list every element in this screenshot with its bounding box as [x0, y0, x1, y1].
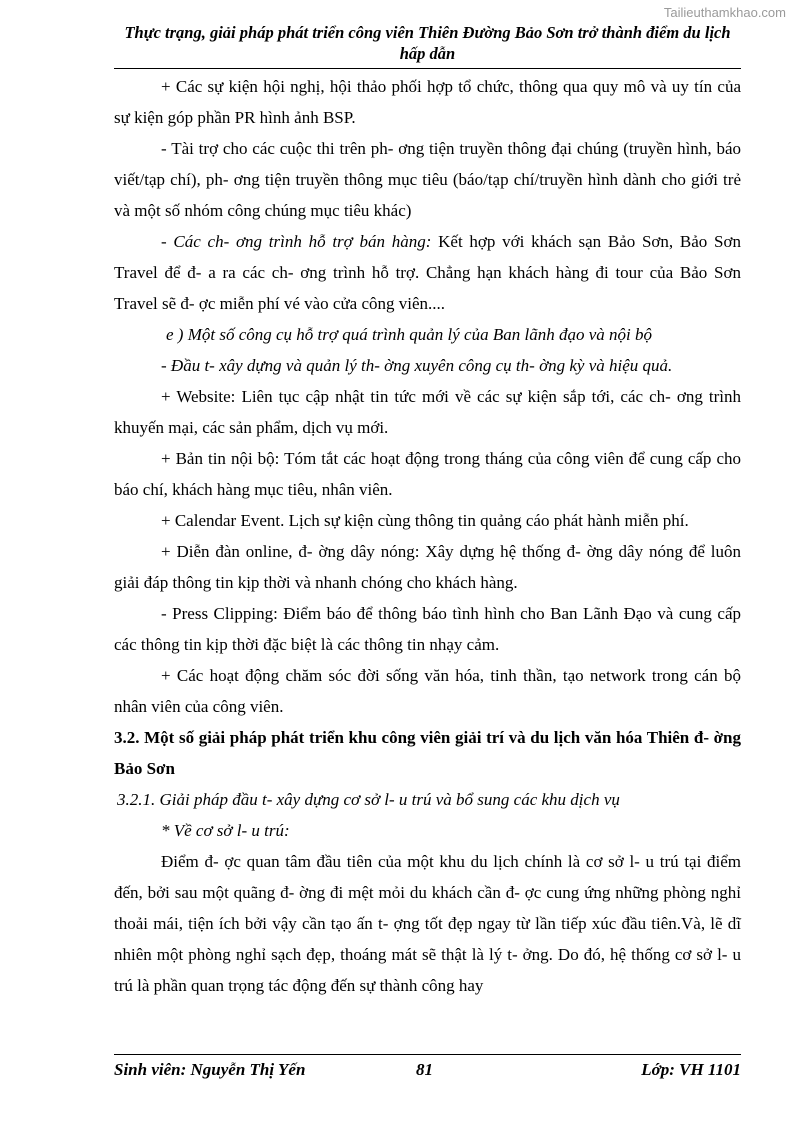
paragraph-press-clipping: - Press Clipping: Điểm báo để thông báo tình hình cho Ban Lãnh Đạo và cung cấp các thông tin kịp thời đặc biệt là các thông tin nhạy cảm. — [114, 604, 741, 654]
subheading-accommodation: * Về cơ sở l- u trú: — [161, 821, 290, 840]
section-3-2-1-heading: 3.2.1. Giải pháp đầu t- xây dựng cơ sở l- u trú và bổ sung các khu dịch vụ — [117, 790, 620, 809]
watermark: Tailieuthamkhao.com — [663, 5, 786, 20]
section-e-heading: e ) Một số công cụ hỗ trợ quá trình quản lý của Ban lãnh đạo và nội bộ — [166, 325, 652, 344]
page-number: 81 — [416, 1060, 433, 1079]
paragraph-calendar: + Calendar Event. Lịch sự kiện cùng thông tin quảng cáo phát hành miễn phí. — [161, 511, 689, 530]
document-body — [114, 71, 741, 1001]
paragraph-sales-support — [114, 226, 741, 319]
paragraph-website: + Website: Liên tục cập nhật tin tức mới về các sự kiện sắp tới, các ch- ơng trình khuyến mại, các sản phẩm, dịch vụ mới. — [114, 387, 741, 437]
paragraph-investment: - Đầu t- xây dựng và quản lý th- ờng xuyên công cụ th- ờng kỳ và hiệu quả. — [161, 356, 673, 375]
section-3-2-heading: 3.2. Một số giải pháp phát triển khu công viên giải trí và du lịch văn hóa Thiên đ- ờng Bảo Sơn — [114, 728, 741, 778]
footer-class: Lớp: VH 1101 — [641, 1060, 741, 1079]
paragraph-staff-care: + Các hoạt động chăm sóc đời sống văn hóa, tinh thần, tạo network trong cán bộ nhân viên của công viên. — [114, 666, 741, 716]
sales-support-text: Kết hợp với khách sạn Bảo Sơn, Bảo Sơn Travel để đ- a ra các ch- ơng trình hỗ trợ. Chẳng hạn khách hàng đi tour của Bảo Sơn Travel sẽ đ- ợc miễn phí vé vào cửa công viên.... — [114, 232, 741, 313]
paragraph-forum: + Diễn đàn online, đ- ờng dây nóng: Xây dựng hệ thống đ- ờng dây nóng để luôn giải đáp thông tin kịp thời và nhanh chóng cho khách hàng. — [114, 542, 741, 592]
paragraph-events: + Các sự kiện hội nghị, hội thảo phối hợp tổ chức, thông qua quy mô và uy tín của sự kiện góp phần PR hình ảnh BSP. — [114, 77, 741, 127]
header-divider — [114, 68, 741, 69]
paragraph-accommodation: Điểm đ- ợc quan tâm đầu tiên của một khu du lịch chính là cơ sở l- u trú tại điểm đến, bởi sau một quãng đ- ờng đi mệt mỏi du khách cần đ- ợc cung ứng những phòng nghỉ thoải mái, tiện ích bởi vậy cần tạo ấn t- ợng tốt đẹp ngay từ lần tiếp xúc đầu tiên.Và, lẽ dĩ nhiên một phòng nghỉ sạch đẹp, thoáng mát sẽ thật là lý t- ởng. Do đó, hệ thống cơ sở l- u trú là phần quan trọng tác động đến sự thành công hay — [114, 852, 741, 995]
sales-support-label: - Các ch- ơng trình hỗ trợ bán hàng: — [161, 232, 432, 251]
footer-divider — [114, 1054, 741, 1055]
page-header-title: Thực trạng, giải pháp phát triển công viên Thiên Đường Bảo Sơn trở thành điểm du lịch hấp dẫn — [124, 23, 731, 63]
paragraph-newsletter: + Bản tin nội bộ: Tóm tắt các hoạt động trong tháng của công viên để cung cấp cho báo chí, khách hàng mục tiêu, nhân viên. — [114, 449, 741, 499]
paragraph-sponsorship: - Tài trợ cho các cuộc thi trên ph- ơng tiện truyền thông đại chúng (truyền hình, báo viết/tạp chí), ph- ơng tiện truyền thông mục tiêu (báo/tạp chí/truyền hình dành cho giới trẻ và một số nhóm công chúng mục tiêu khác) — [114, 139, 741, 220]
page-footer — [114, 1060, 741, 1084]
footer-student: Sinh viên: Nguyễn Thị Yến — [114, 1060, 306, 1079]
